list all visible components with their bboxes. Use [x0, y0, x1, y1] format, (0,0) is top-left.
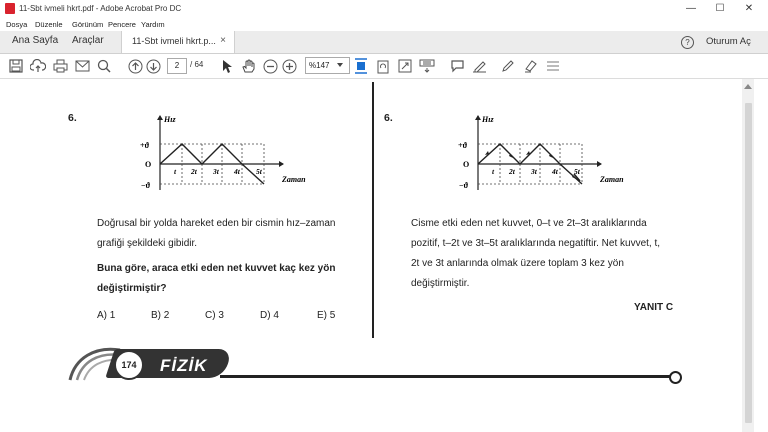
left-question-number: 6.	[68, 112, 77, 124]
menu-gorunum[interactable]: Görünüm	[72, 20, 104, 29]
sign-in-link[interactable]: Oturum Aç	[706, 36, 751, 47]
tab-bar	[0, 31, 768, 54]
tab-document[interactable]	[121, 31, 235, 53]
highlight-icon[interactable]	[522, 58, 538, 74]
left-velocity-graph	[138, 112, 318, 194]
hand-icon[interactable]	[240, 58, 256, 74]
tick-5t: 5t	[256, 167, 262, 176]
answer-label: YANIT C	[634, 302, 674, 313]
pen-icon[interactable]	[500, 58, 516, 74]
sign-icon[interactable]	[471, 58, 487, 74]
graph-xlabel: Zaman	[282, 175, 306, 184]
close-tab-icon[interactable]: ×	[220, 35, 226, 46]
read-mode-icon[interactable]	[419, 58, 435, 74]
select-cursor-icon[interactable]	[219, 58, 235, 74]
print-icon[interactable]	[52, 58, 68, 74]
option-a: A) 1	[97, 310, 116, 321]
tab-tools[interactable]: Araçlar	[72, 35, 104, 46]
upload-icon[interactable]	[30, 58, 46, 74]
option-b: B) 2	[151, 310, 170, 321]
save-icon[interactable]	[8, 58, 24, 74]
full-screen-icon[interactable]	[397, 58, 413, 74]
menu-duzenle[interactable]: Düzenle	[35, 20, 63, 29]
graph-ytop: +ϑ	[140, 141, 150, 150]
chevron-down-icon[interactable]	[337, 63, 343, 67]
help-icon[interactable]: ?	[681, 36, 694, 49]
subject-label: FİZİK	[160, 356, 208, 375]
tab-home[interactable]: Ana Sayfa	[12, 35, 59, 46]
zoom-out-icon[interactable]	[262, 58, 278, 74]
tick-5t: 5t	[574, 167, 580, 176]
right-question-number: 6.	[384, 112, 393, 124]
tick-4t: 4t	[234, 167, 240, 176]
tick-3t: 3t	[213, 167, 219, 176]
graph-ybot: −ϑ	[459, 181, 469, 190]
solution-line-1: Cisme etki eden net kuvvet, 0–t ve 2t–3t aralıklarında	[411, 218, 647, 229]
graph-ylabel: Hız	[164, 115, 176, 124]
title-bar	[0, 0, 768, 17]
graph-yzero: O	[463, 160, 470, 169]
page-up-icon[interactable]	[127, 58, 143, 74]
tick-t: t	[174, 167, 177, 176]
toolbar	[0, 54, 768, 79]
menu-dosya[interactable]: Dosya	[6, 20, 28, 29]
footer-rule-end-dot	[669, 371, 682, 384]
page-number-input[interactable]: 2	[167, 58, 187, 74]
tick-4t: 4t	[552, 167, 558, 176]
scrollbar-thumb[interactable]	[745, 103, 752, 423]
option-d: D) 4	[260, 310, 279, 321]
zoom-in-icon[interactable]	[281, 58, 297, 74]
comment-icon[interactable]	[449, 58, 465, 74]
graph-xlabel: Zaman	[600, 175, 624, 184]
column-divider	[372, 82, 374, 338]
search-icon[interactable]	[96, 58, 112, 74]
solution-line-4: değiştirmiştir.	[411, 278, 470, 289]
option-c: C) 3	[205, 310, 224, 321]
menu-pencere[interactable]: Pencere	[108, 20, 136, 29]
graph-ybot: −ϑ	[141, 181, 151, 190]
tab-document-label: 11-Sbt ivmeli hkrt.p...	[132, 36, 216, 46]
menu-bar	[0, 17, 768, 31]
solution-line-3: 2t ve 3t anlarında olmak üzere toplam 3 kez yön	[411, 258, 624, 269]
graph-ylabel: Hız	[482, 115, 494, 124]
right-velocity-graph	[456, 112, 636, 194]
option-e: E) 5	[317, 310, 336, 321]
maximize-button[interactable]: ☐	[715, 3, 725, 14]
window-title: 11-Sbt ivmeli hkrt.pdf - Adobe Acrobat Pro DC	[19, 4, 182, 13]
email-icon[interactable]	[74, 58, 90, 74]
tick-2t: 2t	[191, 167, 197, 176]
rotate-icon[interactable]	[375, 58, 391, 74]
acrobat-app-icon	[5, 3, 15, 14]
tick-2t: 2t	[509, 167, 515, 176]
tick-t: t	[492, 167, 495, 176]
zoom-select[interactable]: %147	[305, 57, 350, 74]
left-question-line-1: Buna göre, araca etki eden net kuvvet kaç kez yön	[97, 263, 336, 274]
graph-yzero: O	[145, 160, 152, 169]
minimize-button[interactable]: —	[686, 3, 696, 14]
fit-page-icon[interactable]	[353, 58, 369, 74]
page-down-icon[interactable]	[145, 58, 161, 74]
page-number-badge: 174	[114, 350, 144, 380]
tick-3t: 3t	[531, 167, 537, 176]
solution-line-2: pozitif, t–2t ve 3t–5t aralıklarında negatiftir. Net kuvvet, t,	[411, 238, 661, 249]
close-window-button[interactable]: ✕	[744, 3, 754, 14]
page-total: / 64	[190, 60, 204, 69]
menu-yardim[interactable]: Yardım	[141, 20, 165, 29]
footer-rule	[220, 375, 672, 378]
left-statement-line-2: grafiği şekildeki gibidir.	[97, 238, 198, 249]
more-icon[interactable]	[545, 58, 561, 74]
graph-ytop: +ϑ	[458, 141, 468, 150]
left-statement-line-1: Doğrusal bir yolda hareket eden bir cismin hız–zaman	[97, 218, 336, 229]
left-question-line-2: değiştirmiştir?	[97, 283, 167, 294]
